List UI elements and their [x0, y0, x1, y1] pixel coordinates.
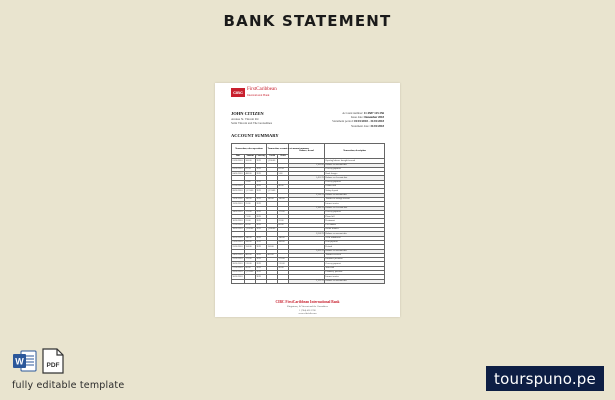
table-cell: XCD — [256, 258, 267, 262]
customer-address-1: Avenue St. Vincent Rd — [231, 117, 259, 121]
table-cell: 145.00 — [245, 197, 256, 201]
table-cell: 22.00 — [245, 219, 256, 223]
table-cell: Balance on Account date — [325, 206, 385, 210]
footer-address: Kingstown, St Vincent and the Grenadines — [287, 305, 328, 308]
bank-logo-name: FirstCaribbean — [247, 87, 277, 92]
table-cell: 175.00 — [245, 210, 256, 214]
column-header: Date — [232, 155, 245, 159]
table-cell: XCD — [256, 275, 267, 279]
table-cell: 1,174.00 — [245, 189, 256, 193]
table-cell: 175.00 — [245, 258, 256, 262]
table-cell: 62.54 — [278, 167, 289, 171]
table-cell: 150.00 — [267, 245, 278, 249]
account-info-label: Issue date: — [350, 115, 364, 120]
word-icon[interactable] — [13, 350, 37, 372]
table-cell: Balance on account date — [325, 279, 385, 283]
account-info-label: Account number: — [342, 111, 364, 115]
account-info — [332, 111, 384, 128]
table-cell: 60.00 — [278, 223, 289, 227]
table-cell: 2,124.00 — [245, 271, 256, 275]
table-cell — [232, 279, 245, 283]
table-cell — [256, 279, 267, 283]
table-cell: 1,200.00 — [267, 159, 278, 163]
table-cell: 140.00 — [278, 236, 289, 240]
editable-caption: fully editable template — [12, 380, 125, 391]
table-cell: 2,432.78 — [289, 249, 325, 253]
table-cell: 18/01/2018 — [232, 228, 245, 232]
table-cell: 2,556.78 — [289, 193, 325, 197]
footer-website: www.cibcfcib.com — [298, 312, 317, 315]
table-cell: 145.00 — [267, 197, 278, 201]
table-cell: 2,386.78 — [289, 206, 325, 210]
table-cell: 26/01/2018 — [232, 262, 245, 266]
table-cell: 1,431.78 — [289, 176, 325, 180]
table-cell: 1,500.00 — [289, 163, 325, 167]
table-cell: 21/01/2018 — [232, 240, 245, 244]
table-cell: 24/01/2018 — [232, 253, 245, 257]
table-cell: XCD — [256, 236, 267, 240]
table-cell: Grocery payment — [325, 262, 385, 266]
table-cell: 22.00 — [278, 219, 289, 223]
column-header: Currency — [256, 155, 266, 158]
table-cell — [245, 279, 256, 283]
table-cell: Water bill — [325, 266, 385, 270]
table-cell: Balance on account date — [325, 249, 385, 253]
table-cell: XCD — [256, 262, 267, 266]
table-cell: Opening balance brought forward — [325, 159, 385, 163]
customer-block — [231, 111, 272, 125]
table-cell: Bank charges — [325, 172, 385, 176]
table-cell: XCD — [256, 189, 267, 193]
table-cell: XCD — [256, 180, 267, 184]
table-cell: 27/01/2018 — [232, 266, 245, 270]
table-cell: ATM withdrawal — [325, 236, 385, 240]
footer-phone: 1 (784) 456 1706 — [299, 308, 316, 312]
table-cell: Phone bill — [325, 215, 385, 219]
table-cell: 175.00 — [278, 210, 289, 214]
table-cell: 11/01/2018 — [232, 197, 245, 201]
table-cell: XCD — [256, 215, 267, 219]
table-cell: XCD — [256, 240, 267, 244]
account-info-label: Statement date: — [351, 123, 370, 128]
brand-badge[interactable]: tourspuno.pe — [486, 366, 604, 391]
table-cell: Balance on Account date — [325, 176, 385, 180]
summary-title: ACCOUNT SUMMARY — [231, 133, 279, 138]
bank-logo-subtitle: International Bank — [247, 93, 270, 97]
account-info-value: 31/01/2018 — [370, 123, 384, 128]
account-info-label: Statement period: — [332, 119, 354, 124]
pdf-icon[interactable] — [42, 348, 64, 374]
table-cell: 03/01/2018 — [232, 167, 245, 171]
table-cell: XCD — [256, 159, 267, 163]
table-cell: 1,000.00 — [267, 228, 278, 232]
table-cell: Internet service — [325, 202, 385, 206]
table-cell: Restaurant — [325, 219, 385, 223]
table-cell: XCD — [256, 266, 267, 270]
table-cell: XCD — [256, 223, 267, 227]
table-cell: 16/01/2018 — [232, 219, 245, 223]
table-cell: 45.00 — [278, 266, 289, 270]
page-title: BANK STATEMENT — [223, 12, 392, 30]
table-cell: 71.00 — [245, 215, 256, 219]
table-cell: Balance on account date — [325, 163, 385, 167]
group-header: Balance, in and — [289, 144, 325, 159]
table-cell: 45.00 — [245, 266, 256, 270]
table-cell: 31.60 — [245, 180, 256, 184]
table-cell: Grocery payment — [325, 210, 385, 214]
pdf-icon-label: PDF — [46, 362, 60, 369]
table-cell: 215.00 — [245, 262, 256, 266]
table-cell: 12/01/2018 — [232, 202, 245, 206]
table-cell: 405.00 — [267, 253, 278, 257]
table-cell: 22/01/2018 — [232, 245, 245, 249]
column-header: Amount — [246, 155, 254, 158]
table-cell: 175.00 — [278, 258, 289, 262]
table-cell: Fuel station — [325, 223, 385, 227]
table-cell: 356.00 — [245, 245, 256, 249]
table-cell: 480.00 — [245, 172, 256, 176]
table-cell: Refund — [325, 245, 385, 249]
account-info-value: 11 4587 125 256 — [363, 111, 384, 115]
table-cell: 08/01/2018 — [232, 189, 245, 193]
table-cell: Transfer to savings account — [325, 197, 385, 201]
table-cell: 280.00 — [245, 240, 256, 244]
table-cell: 62.54 — [245, 167, 256, 171]
table-cell: 25.00 — [245, 202, 256, 206]
table-cell: 25/01/2018 — [232, 258, 245, 262]
statement-document — [215, 83, 400, 317]
group-header: Transaction, description — [325, 144, 385, 159]
table-cell: XCD — [256, 219, 267, 223]
bank-logo-mark: CIBC — [231, 88, 245, 97]
group-header: Transaction, account as at amount summary — [267, 144, 289, 155]
table-cell: XCD — [256, 172, 267, 176]
table-cell: XCD — [256, 210, 267, 214]
table-cell: 1,000.00 — [245, 228, 256, 232]
transactions-table — [231, 143, 385, 284]
table-cell: XCD — [256, 271, 267, 275]
table-cell: XCD — [256, 167, 267, 171]
table-cell: Utilities bill — [325, 185, 385, 189]
table-cell: 17/01/2018 — [232, 223, 245, 227]
table-cell: 280.00 — [278, 240, 289, 244]
column-header: Debit — [278, 155, 289, 159]
table-cell: Insurance premium — [325, 258, 385, 262]
table-cell: XCD — [256, 202, 267, 206]
table-cell: Balance on account date — [325, 232, 385, 236]
account-info-value: 01/01/2018 - 31/01/2018 — [354, 119, 384, 124]
table-cell — [267, 279, 278, 283]
table-cell: Pharmacy purchase — [325, 271, 385, 275]
footer-bank-name: CIBC FirstCaribbean International Bank — [275, 300, 340, 304]
table-cell: 3,058.78 — [289, 232, 325, 236]
table-cell: Balance on account date — [325, 193, 385, 197]
account-info-line — [332, 124, 384, 128]
table-cell: 300.00 — [245, 159, 256, 163]
account-info-value: December 2018 — [364, 115, 384, 120]
table-cell: XCD — [256, 245, 267, 249]
table-cell: 405.00 — [245, 253, 256, 257]
table-cell: Grocery payment — [325, 167, 385, 171]
table-cell: 30/01/2018 — [232, 275, 245, 279]
table-row — [232, 279, 385, 283]
table-cell: Internet service — [325, 275, 385, 279]
table-cell: Rent payment — [325, 240, 385, 244]
table-cell: Online transfer — [325, 228, 385, 232]
table-cell: 04/01/2018 — [232, 172, 245, 176]
table-cell: 07/01/2018 — [232, 185, 245, 189]
table-cell: XCD — [256, 228, 267, 232]
table-cell: 215.00 — [278, 262, 289, 266]
table-cell: 1,174.00 — [267, 189, 278, 193]
table-cell: XCD — [256, 253, 267, 257]
table-cell: 14/01/2018 — [232, 210, 245, 214]
table-cell: 140.00 — [245, 236, 256, 240]
table-cell: 49.00 — [278, 185, 289, 189]
table-cell — [278, 279, 289, 283]
table-cell: 20/01/2018 — [232, 236, 245, 240]
customer-name: JOHN CITIZEN — [231, 111, 264, 116]
table-cell: 29/01/2018 — [232, 271, 245, 275]
table-cell: XCD — [256, 185, 267, 189]
column-header: Credit — [267, 155, 278, 159]
table-cell: 145.00 — [278, 197, 289, 201]
table-cell: 5.68 — [278, 172, 289, 176]
customer-address-2: Saint Vincent and The Grenadines — [231, 121, 273, 125]
group-header: Transaction, when operations — [232, 144, 267, 155]
table-cell: Transfer received — [325, 253, 385, 257]
table-cell: Salary deposit — [325, 189, 385, 193]
table-cell: Grocery payment — [325, 180, 385, 184]
table-cell: XCD — [256, 197, 267, 201]
table-cell: 60.00 — [245, 223, 256, 227]
table-cell: 01/01/2018 — [232, 159, 245, 163]
table-cell: 2,122.78 — [289, 279, 325, 283]
word-icon-label: W — [15, 356, 24, 367]
